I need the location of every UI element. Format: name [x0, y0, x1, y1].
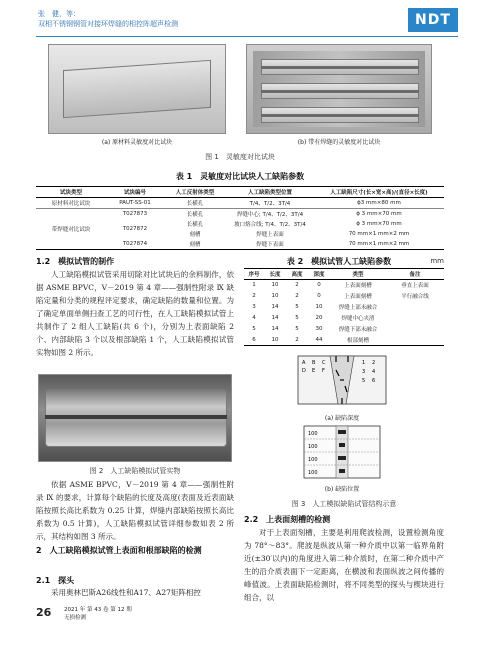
- table1-cell: 刻槽: [189, 242, 201, 248]
- table1-cell: 70 mm×1 mm×2 mm: [348, 231, 410, 237]
- table2-cell: 3: [252, 304, 256, 310]
- table2-header-row: [244, 269, 444, 280]
- table2-header-cell: 深度: [313, 272, 325, 278]
- figure1-caption: 图 1 灵敏度对比试块: [205, 153, 275, 161]
- figure3a-letter-label: B: [312, 360, 316, 366]
- table1-cell: 长横孔: [186, 212, 204, 218]
- table1-header-cell: 人工缺陷尺寸(长×宽×高)/(直径×长度): [330, 190, 428, 196]
- table1-cell: T/4、T/2、3T/4: [249, 201, 291, 207]
- figure3a-letter-label: A: [302, 360, 306, 366]
- table2-cell: [386, 313, 444, 324]
- table1-caption: 表 1 灵敏度对比试块人工缺陷参数: [175, 172, 305, 181]
- table1-cell: 长横孔: [186, 201, 204, 207]
- defect-position: [338, 456, 346, 460]
- figure3a-number-label: 2: [372, 360, 376, 366]
- table2-cell: 2: [295, 293, 299, 299]
- table-row: [244, 280, 444, 291]
- table1-cell: 刻槽: [189, 232, 201, 238]
- table2-cell: 4: [252, 315, 256, 321]
- table2-cell: [386, 335, 444, 346]
- table-row: [36, 198, 444, 209]
- figure3a-letter-label: F: [322, 368, 325, 374]
- journal-logo: NDT: [408, 8, 458, 32]
- figure3a-diagram: [292, 350, 392, 410]
- footer-issue: 2021 年 第 43 卷 第 12 期: [64, 607, 132, 613]
- table2-cell: 上表面刻槽: [344, 294, 372, 300]
- section-1-2-heading: 1.2 模拟试管的制作: [36, 257, 115, 266]
- table1-header-row: [36, 187, 444, 198]
- table2-cell: 10: [271, 282, 279, 289]
- table2-cell: 10: [271, 293, 279, 299]
- table2-cell: 2: [252, 293, 256, 299]
- table2-cell: 5: [295, 326, 299, 332]
- section-2-1-heading: 2.1 探头: [36, 576, 75, 585]
- table2-cell: 0: [317, 282, 321, 289]
- table2-cell: 焊缝中心夹渣: [341, 316, 375, 322]
- page-footer: [36, 606, 132, 621]
- table2-cell: 10: [315, 304, 323, 310]
- weld-line-1: [261, 66, 419, 69]
- table1-cell: T027873: [122, 211, 148, 217]
- figure3-subcaption-b: (b) 缺陷位置: [324, 486, 360, 493]
- table-row: [244, 324, 444, 335]
- table2-header-cell: 备注: [409, 272, 421, 278]
- section-1-2-text: 人工缺陷模拟试管采用切除对比试块后的余料制作，依据 ASME BPVC，Ⅴ－2019 第 4 章——强制性附录 Ⅸ 缺陷定量和分类的规程评定要求，确定缺陷的数量和位置。为了确定单面单侧扫查工艺的可行性，在人工缺陷模拟试管上共制作了 2 组人工缺陷(共 6 个)，分别为上表面缺陷 2 个、内部缺陷 3 个以及根部缺陷 1 个，人工缺陷模拟试管实物如图 2 所示。: [36, 270, 234, 357]
- table1-cell: 焊缝上表面: [256, 232, 284, 238]
- table2-cell: 10: [271, 336, 279, 343]
- table2-cell: 上表面刻槽: [344, 283, 372, 290]
- figure2-photo: [38, 374, 232, 462]
- table2-cell: 44: [315, 336, 323, 343]
- table1-cell: T027872: [122, 226, 148, 232]
- table2-header-cell: 长度: [269, 272, 281, 278]
- table2-cell: 6: [252, 336, 256, 343]
- figure3a-number-label: 6: [372, 378, 376, 384]
- figure3a-letter-label: C: [322, 360, 326, 366]
- table1-cell: 坡口熔合线; T/4、T/2、3T/4: [234, 222, 306, 228]
- table-row: [244, 302, 444, 313]
- page-number: 26: [36, 606, 52, 619]
- table2-caption: 表 2 模拟试管人工缺陷参数: [286, 257, 392, 266]
- figure3a-number-label: 1: [362, 360, 366, 366]
- header-authors: 张 健，等：: [38, 10, 80, 18]
- table2: [244, 268, 444, 346]
- figure3a-number-label: 5: [362, 378, 366, 384]
- defect-position: [338, 430, 346, 434]
- table1-cell: 长横孔: [186, 222, 204, 228]
- table1-cell: ϕ 3 mm×70 mm: [356, 211, 402, 217]
- table2-cell: 5: [295, 304, 299, 310]
- table1-cell: 焊缝下表面: [256, 242, 284, 248]
- figure3b-dimension-label: 100: [308, 457, 318, 463]
- defect-position: [339, 443, 345, 447]
- table2-cell: 2: [295, 336, 299, 343]
- table1-cell: 原材料对比试块: [51, 201, 91, 207]
- weld-line-3: [261, 114, 419, 117]
- table2-cell: 焊缝上部未融合: [338, 305, 378, 311]
- table1-cell: T027874: [122, 241, 148, 247]
- table2-cell: 2: [295, 282, 299, 289]
- table2-cell: 5: [252, 326, 256, 332]
- table2-cell: 1: [252, 282, 256, 289]
- figure3b-dimension-label: 100: [308, 444, 318, 450]
- table2-cell: [386, 324, 444, 335]
- pipe-weld-seam: [45, 415, 227, 419]
- table2-cell: 30: [315, 326, 323, 332]
- table2-cell: 14: [271, 326, 279, 332]
- table-row: [244, 291, 444, 302]
- figure3a-number-label: 4: [372, 369, 376, 375]
- table2-cell: 0: [317, 293, 321, 299]
- table-row: [244, 313, 444, 324]
- defect-position: [339, 469, 345, 473]
- table2-header-cell: 类型: [352, 272, 364, 278]
- figure3a-letter-label: E: [312, 368, 316, 374]
- figure1-subcaption-b: (b) 带有焊缝的灵敏度对比试块: [297, 139, 381, 146]
- table2-cell: 根部刻槽: [346, 337, 369, 344]
- figure3b-diagram: [300, 424, 384, 480]
- table1: [36, 186, 444, 250]
- section-2-1-text: 采用奥林巴斯A26线性和A17、A27矩阵相控: [51, 588, 201, 597]
- table2-cell: 14: [271, 315, 279, 321]
- table2-cell: 垂直上表面: [401, 283, 429, 290]
- section-2-2-text: 对于上表面刻槽，主要是利用爬波检测，设置检测角度为 78°～83°。爬波是纵波从第一种介质中以第一临界角附近(±30′以内)的角度进入第二种介质时，在第二种介质中产生的沿介质表面下一定距离，在横波和表面纵波之间传播的峰值波。上表面缺陷检测时，将不同类型的探头与楔块进行组合，以: [244, 528, 444, 602]
- table2-cell: 焊缝下部未融合: [338, 327, 378, 333]
- table2-cell: [386, 302, 444, 313]
- table1-header-cell: 人工缺陷类型位置: [247, 190, 292, 196]
- figure3b-dimension-label: 100: [308, 431, 318, 437]
- weld-line-2: [261, 90, 419, 93]
- table1-header-cell: 试块类型: [59, 190, 82, 196]
- figure3a-number-label: 3: [362, 369, 366, 375]
- page-header: [0, 0, 480, 42]
- figure3-subcaption-a: (a) 缺陷深度: [324, 415, 360, 422]
- table1-header-cell: 试块编号: [123, 190, 146, 196]
- figure2-caption: 图 2 人工缺陷模拟试管实物: [89, 467, 181, 475]
- figure1-subcaption-a: (a) 原材料灵敏度对比试块: [101, 139, 173, 146]
- paragraph-after-figure2: 依据 ASME BPVC，Ⅴ－2019 第 4 章——强制性附录 Ⅸ 的要求，计算每个缺陷的长度及高度(表面及近表面缺陷按照长高比系数为 0.25 计算，焊缝内部缺陷按照长高比系数为 0.5 计算)，人工缺陷模拟试管详细参数如表 2 所示，其结构如图 3 所示。: [36, 480, 234, 541]
- table2-cell: 20: [315, 315, 323, 321]
- table1-cell: 带焊缝对比试块: [51, 227, 91, 233]
- table1-cell: ϕ 3 mm×70 mm: [356, 221, 402, 227]
- header-rule: [36, 36, 458, 37]
- table1-cell: 70 mm×1 mm×2 mm: [348, 241, 410, 247]
- section-2-2-heading: 2.2 上表面刻槽的检测: [244, 515, 331, 524]
- table2-cell: 5: [295, 315, 299, 321]
- footer-issue-info: [64, 606, 164, 622]
- footer-journal: 无损检测: [64, 615, 87, 621]
- table2-cell: 平行融合线: [401, 294, 429, 300]
- table2-unit: mm: [430, 257, 444, 265]
- figure1-photo-b: [246, 44, 432, 134]
- table1-header-cell: 人工反射体类型: [175, 190, 215, 196]
- section-2-heading: 2 人工缺陷模拟试管上表面和根部缺陷的检测: [36, 546, 202, 555]
- table2-header-cell: 高度: [291, 272, 303, 278]
- base-material-block: [63, 60, 211, 118]
- table2-cell: 14: [271, 304, 279, 310]
- table-row: [244, 335, 444, 346]
- table1-cell: 焊缝中心; T/4、T/2、3T/4: [236, 212, 304, 218]
- table1-cell: ϕ3 mm×80 mm: [357, 200, 401, 206]
- figure3a-letter-label: D: [302, 368, 306, 374]
- figure1-photo-a: [48, 44, 226, 134]
- header-paper-title: 双相不锈钢钢管对接环焊缝的相控阵超声检测: [38, 20, 178, 28]
- figure3-caption: 图 3 人工模拟缺陷试管结构示意: [291, 500, 397, 508]
- table2-header-cell: 序号: [248, 272, 260, 278]
- figure3b-dimension-label: 100: [308, 470, 318, 476]
- table-row: [36, 209, 444, 220]
- table1-cell: PAUT-SS-01: [119, 200, 151, 206]
